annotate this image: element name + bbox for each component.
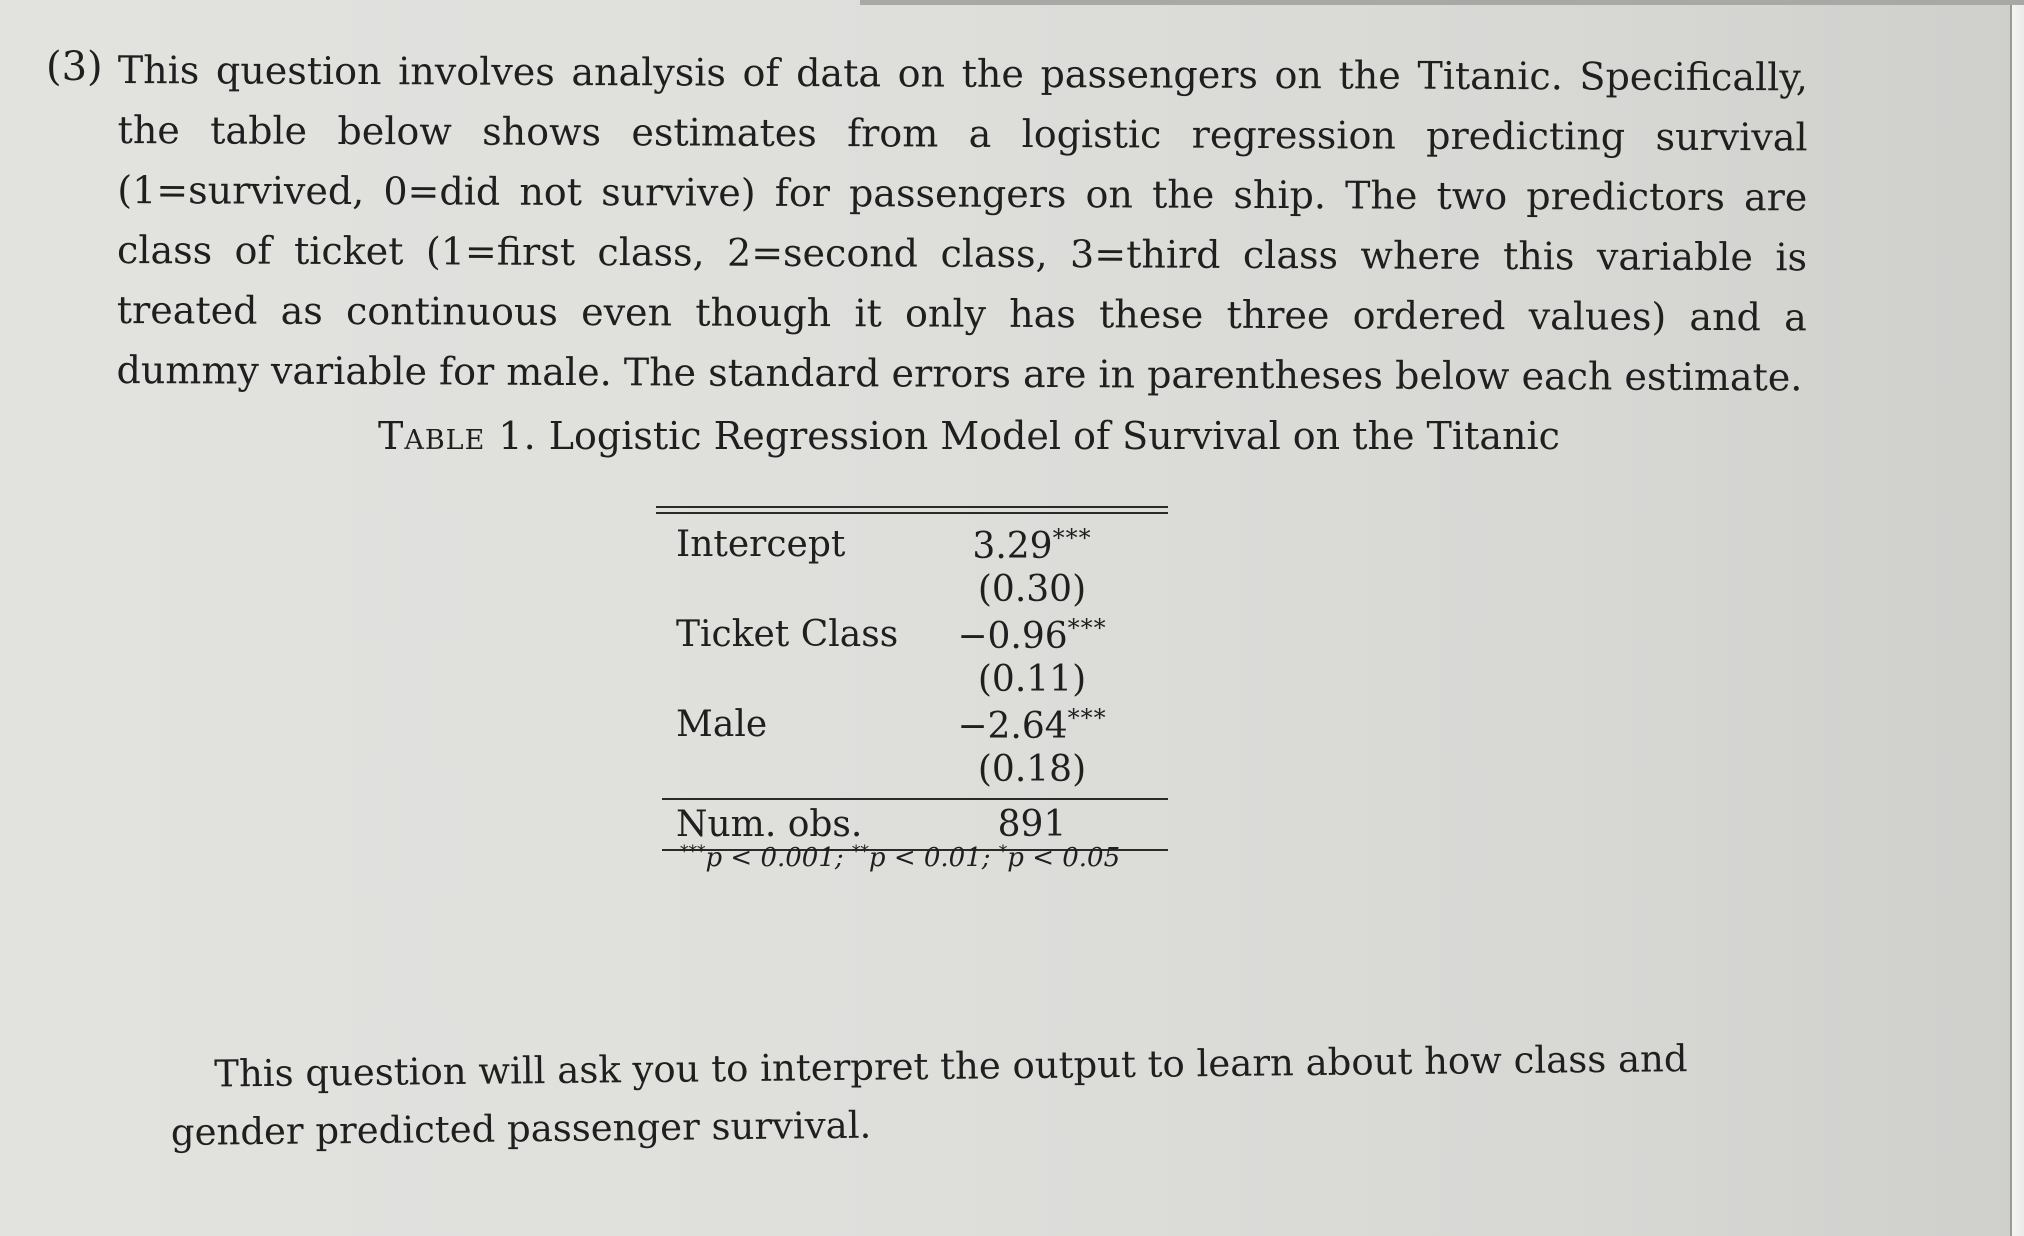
table-row [656,569,1168,614]
significance-stars: *** [1067,614,1107,642]
significance-footnote [680,842,1120,873]
table-caption-label: Table 1. [378,414,537,458]
estimate-ticket-class: −0.96*** [957,614,1107,657]
regression-table [656,506,1168,851]
table-row [656,704,1168,749]
footnote-p3: p < 0.05 [1007,843,1121,873]
paper-top-edge [860,0,2024,5]
row-label-num-obs: Num. obs. [676,804,863,845]
se-intercept: (0.30) [977,569,1087,610]
footnote-p1: p < 0.001; [705,843,852,873]
row-label-ticket-class: Ticket Class [676,614,899,655]
significance-stars: *** [1067,704,1107,732]
table-row [656,749,1168,794]
paper-edge [2010,0,2024,1236]
se-male: (0.18) [977,749,1087,790]
table-caption [378,414,1560,458]
table-top-rule [656,506,1168,514]
footnote-stars-2: ** [851,842,869,862]
closing-text: This question will ask you to interpret the output to learn about how class and gender predicted passenger survival. [170,1037,1688,1154]
table-row [656,659,1168,704]
footnote-stars-3: *** [680,842,706,862]
estimate-male: −2.64*** [957,704,1107,747]
num-obs-value: 891 [997,804,1067,845]
table-caption-text: Logistic Regression Model of Survival on the Titanic [548,414,1560,458]
estimate-intercept: 3.29*** [972,524,1092,567]
significance-stars: *** [1052,524,1092,552]
closing-paragraph [170,1029,1771,1162]
se-ticket-class: (0.11) [977,659,1087,700]
row-label-intercept: Intercept [676,524,846,565]
footnote-p2: p < 0.01; [868,843,999,873]
question-text: This question involves analysis of data on the passengers on the Titanic. Specifically, the table below shows estimates from a logistic regression predicting survival (1=survived, 0=did not survive) for passengers on the ship. The two predictors are class of ticket (1=first class, 2=second class, 3=third class where this variable is treated as continuous even though it only has these three ordered values) and a dummy variable for male. The standard errors are in parentheses below each estimate. [116,47,1808,400]
table-row [656,614,1168,659]
row-label-male: Male [676,704,768,745]
table-mid-rule [662,798,1168,800]
table-row [656,524,1168,569]
question-number: (3) [46,44,103,90]
footnote-stars-1: * [998,842,1008,862]
